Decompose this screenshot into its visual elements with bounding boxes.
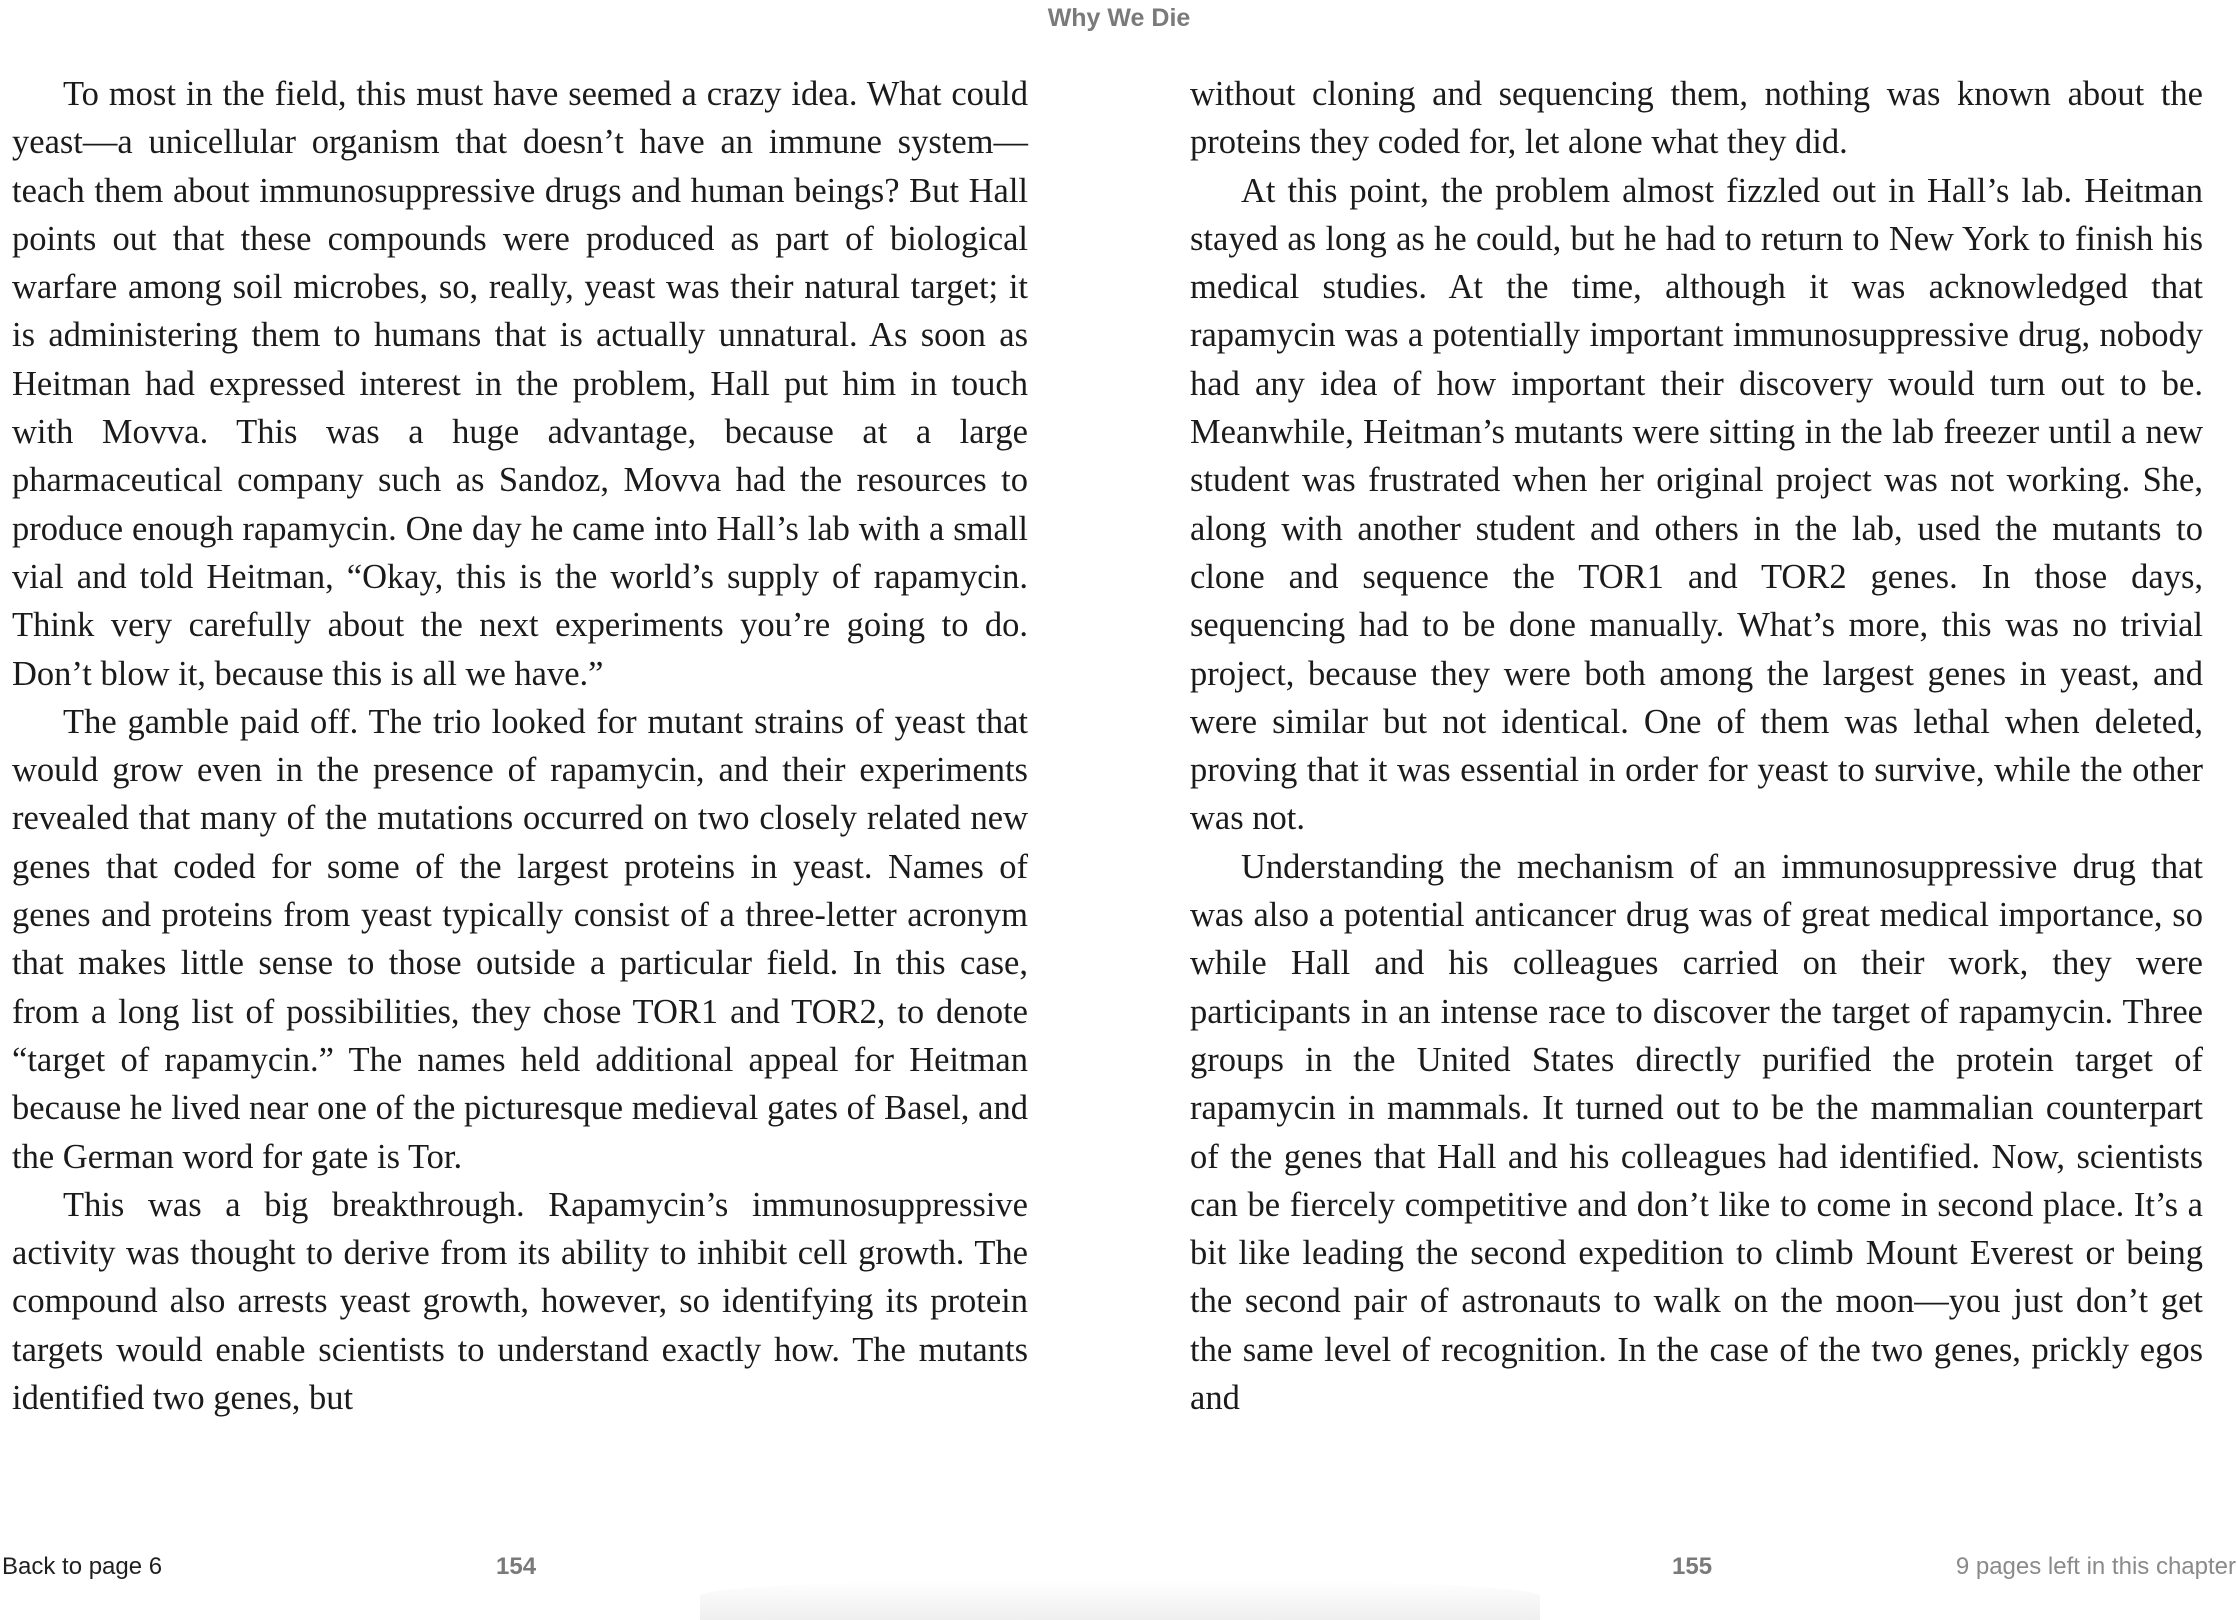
right-page <box>1190 70 2203 1422</box>
paragraph: To most in the field, this must have seemed a crazy idea. What could yeast—a unicellular organism that doesn’t have an immune system—teach them about immunosuppressive drugs and human beings? But Hall points out that these compounds were produced as part of biological warfare among soil microbes, so, really, yeast was their natural target; it is administering them to humans that is actually unnatural. As soon as Heitman had expressed interest in the problem, Hall put him in touch with Movva. This was a huge advantage, because at a large pharmaceutical company such as Sandoz, Movva had the resources to produce enough rapamycin. One day he came into Hall’s lab with a small vial and told Heitman, “Okay, this is the world’s supply of rapamycin. Think very carefully about the next experiments you’re going to do. Don’t blow it, because this is all we have.” <box>12 75 1028 693</box>
bottom-shadow <box>700 1580 1540 1620</box>
paragraph: Understanding the mechanism of an immunosuppressive drug that was also a potential anticancer drug was of great medical importance, so while Hall and his colleagues carried on their work, they were participants in an intense race to discover the target of rapamycin. Three groups in the United States directly purified the protein target of rapamycin in mammals. It turned out to be the mammalian counterpart of the genes that Hall and his colleagues had identified. Now, scientists can be fiercely competitive and don’t like to come in second place. It’s a bit like leading the second expedition to climb Mount Everest or being the second pair of astronauts to walk on the moon—you just don’t get the same level of recognition. In the case of the two genes, prickly egos and <box>1190 847 2203 1418</box>
paragraph: The gamble paid off. The trio looked for mutant strains of yeast that would grow even in the presence of rapamycin, and their experiments revealed that many of the mutations occurred on two closely related new genes that coded for some of the largest proteins in yeast. Names of genes and proteins from yeast typically consist of a three-letter acronym that makes little sense to those outside a particular field. In this case, from a long list of possibilities, they chose TOR1 and TOR2, to denote “target of rapamycin.” The names held additional appeal for Heitman because he lived near one of the picturesque medieval gates of Basel, and the German word for gate is Tor. <box>12 702 1028 1176</box>
paragraph: At this point, the problem almost fizzled out in Hall’s lab. Heitman stayed as long as he could, but he had to return to New York to finish his medical studies. At the time, although it was acknowledged that rapamycin was a potentially important immunosuppressive drug, nobody had any idea of how important their discovery would turn out to be. Meanwhile, Heitman’s mutants were sitting in the lab freezer until a new student was frustrated when her original project was not working. She, along with another student and others in the lab, used the mutants to clone and sequence the TOR1 and TOR2 genes. In those days, sequencing had to be done manually. What’s more, this was no trivial project, because they were both among the largest genes in yeast, and were similar but not identical. One of them was lethal when deleted, proving that it was essential in order for yeast to survive, while the other was not. <box>1190 171 2203 838</box>
paragraph: This was a big breakthrough. Rapamycin’s immunosuppressive activity was thought to derive from its ability to inhibit cell growth. The compound also arrests yeast growth, however, so identifying its protein targets would enable scientists to understand exactly how. The mutants identified two genes, but <box>12 1185 1028 1418</box>
book-title: Why We Die <box>1047 4 1191 32</box>
pages-left-indicator: 9 pages left in this chapter <box>1955 1553 2236 1580</box>
paragraph: without cloning and sequencing them, nothing was known about the proteins they coded for, let alone what they did. <box>1190 75 2203 162</box>
left-page-number: 154 <box>496 1553 537 1580</box>
left-page <box>12 70 1028 1422</box>
right-page-number: 155 <box>1672 1553 1713 1580</box>
back-to-page-link[interactable]: Back to page 6 <box>2 1553 163 1580</box>
